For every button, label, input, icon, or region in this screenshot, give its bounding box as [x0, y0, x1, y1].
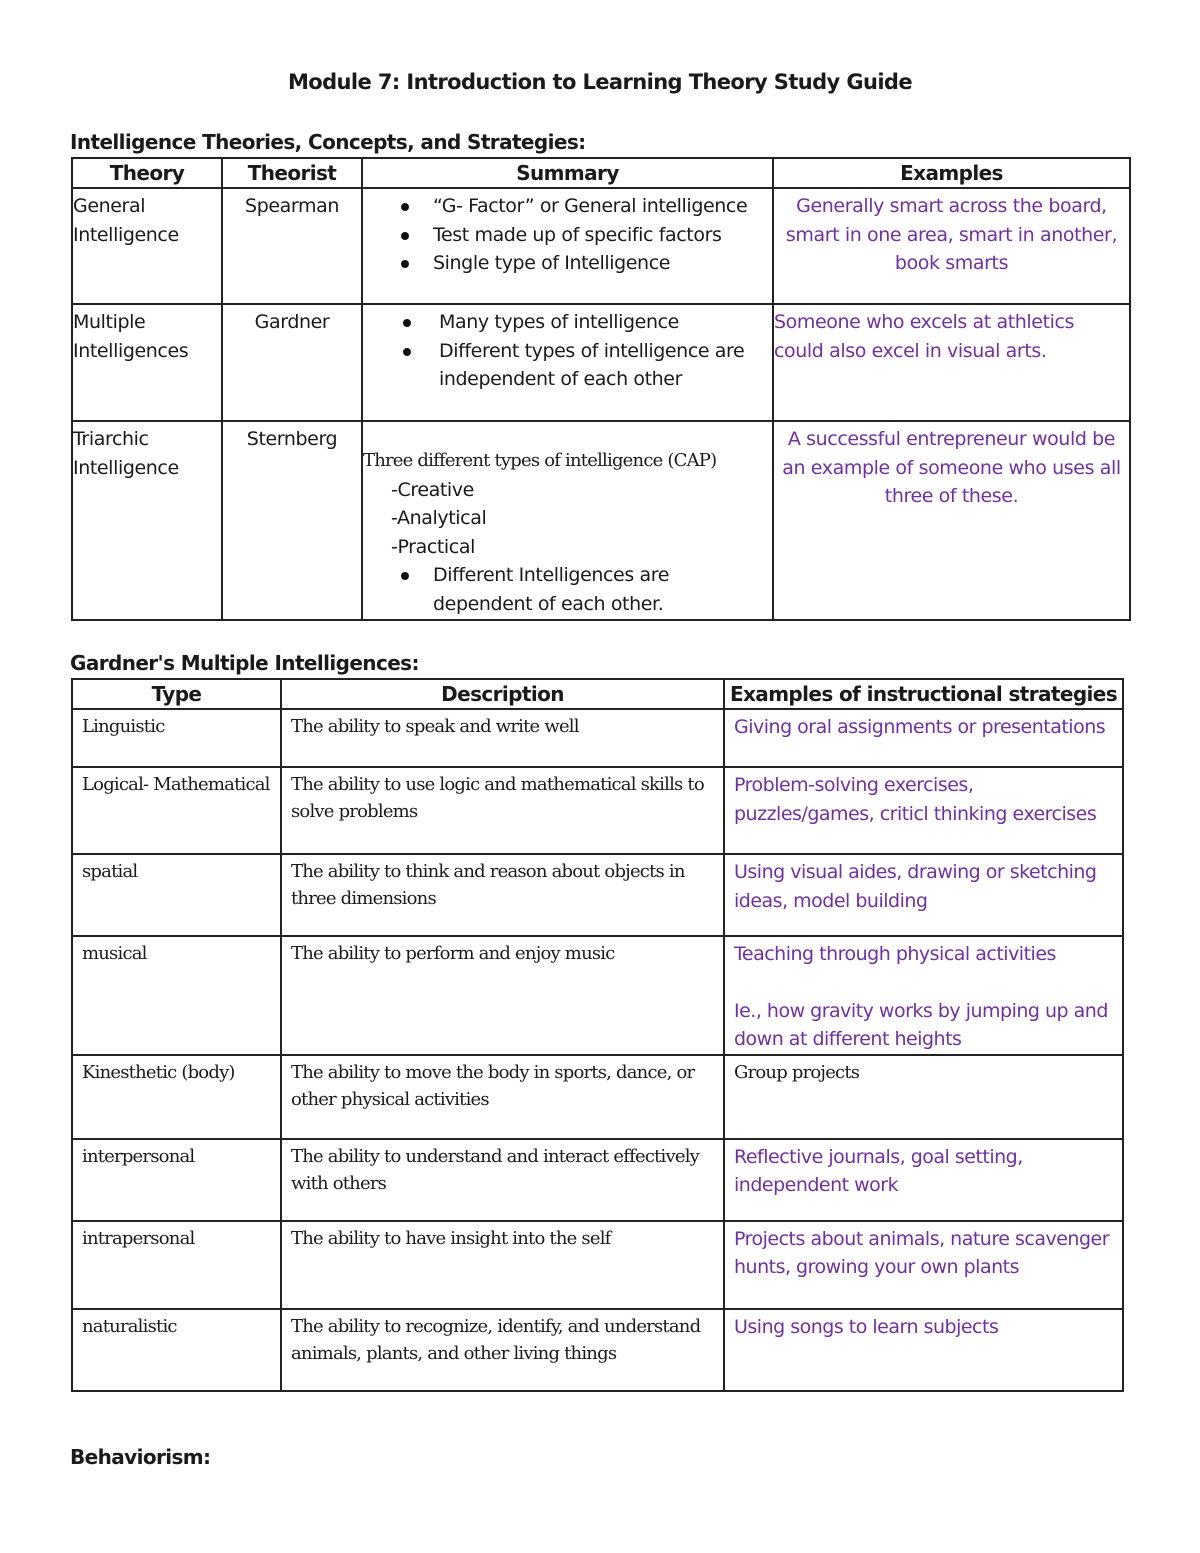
intelligence-theories-table	[71, 157, 1131, 621]
section-heading-gardner: Gardner's Multiple Intelligences:	[70, 651, 419, 675]
table-row	[72, 1055, 1123, 1139]
example-cell: A successful entrepreneur would be an example of someone who uses all three of these.	[773, 421, 1130, 620]
description-cell: The ability to have insight into the self	[281, 1221, 724, 1309]
summary-bullet: Different Intelligences are dependent of each other.	[433, 561, 772, 618]
strategy-cell: Using visual aides, drawing or sketching ideas, model building	[724, 854, 1123, 936]
summary-cell	[362, 421, 773, 620]
column-header-type: Type	[72, 679, 281, 709]
type-cell: musical	[72, 936, 281, 1055]
type-cell: interpersonal	[72, 1139, 281, 1221]
summary-cell	[362, 304, 773, 421]
strategy-text: Teaching through physical activities	[734, 943, 1056, 965]
table-header-row	[72, 679, 1123, 709]
table-row	[72, 304, 1130, 421]
strategy-cell: Reflective journals, goal setting, independent work	[724, 1139, 1123, 1221]
example-cell: Generally smart across the board, smart in one area, smart in another, book smarts	[773, 188, 1130, 304]
description-cell: The ability to recognize, identify, and understand animals, plants, and other living things	[281, 1309, 724, 1391]
column-header-theorist: Theorist	[222, 158, 362, 188]
summary-bullet: Different types of intelligence are independent of each other	[439, 337, 772, 394]
example-cell: Someone who excels at athletics could also excel in visual arts.	[773, 304, 1130, 421]
table-row	[72, 936, 1123, 1055]
strategy-cell: Group projects	[724, 1055, 1123, 1139]
table-row	[72, 709, 1123, 767]
column-header-theory: Theory	[72, 158, 222, 188]
summary-subitem: -Practical	[391, 535, 475, 558]
type-cell: Kinesthetic (body)	[72, 1055, 281, 1139]
type-cell: Logical- Mathematical	[72, 767, 281, 854]
table-row	[72, 1309, 1123, 1391]
table-row	[72, 767, 1123, 854]
summary-bullet: Single type of Intelligence	[433, 249, 772, 278]
strategy-cell: Giving oral assignments or presentations	[724, 709, 1123, 767]
type-cell: Linguistic	[72, 709, 281, 767]
description-cell: The ability to use logic and mathematical skills to solve problems	[281, 767, 724, 854]
theory-cell: Multiple Intelligences	[72, 304, 222, 421]
description-cell: The ability to think and reason about objects in three dimensions	[281, 854, 724, 936]
table-row	[72, 854, 1123, 936]
theory-cell: General Intelligence	[72, 188, 222, 304]
table-header-row	[72, 158, 1130, 188]
theorist-cell: Sternberg	[222, 421, 362, 620]
type-cell: naturalistic	[72, 1309, 281, 1391]
table-row	[72, 1139, 1123, 1221]
section-heading-intelligence-theories: Intelligence Theories, Concepts, and Strategies:	[70, 130, 586, 154]
description-cell: The ability to understand and interact effectively with others	[281, 1139, 724, 1221]
type-cell: intrapersonal	[72, 1221, 281, 1309]
column-header-summary: Summary	[362, 158, 773, 188]
summary-subitem: -Creative	[391, 478, 474, 501]
summary-bullet: “G- Factor” or General intelligence	[433, 192, 772, 221]
table-row	[72, 188, 1130, 304]
section-heading-behaviorism: Behaviorism:	[70, 1445, 211, 1469]
description-cell: The ability to perform and enjoy music	[281, 936, 724, 1055]
summary-cell	[362, 188, 773, 304]
gardner-intelligences-table	[71, 678, 1124, 1392]
strategy-cell	[724, 936, 1123, 1055]
column-header-strategies: Examples of instructional strategies	[724, 679, 1123, 709]
column-header-examples: Examples	[773, 158, 1130, 188]
summary-intro: Three different types of intelligence (CAP)	[363, 450, 717, 471]
description-cell: The ability to move the body in sports, dance, or other physical activities	[281, 1055, 724, 1139]
strategy-cell: Projects about animals, nature scavenger hunts, growing your own plants	[724, 1221, 1123, 1309]
type-cell: spatial	[72, 854, 281, 936]
description-cell: The ability to speak and write well	[281, 709, 724, 767]
table-row	[72, 1221, 1123, 1309]
summary-bullet: Test made up of specific factors	[433, 221, 772, 250]
strategy-cell: Problem-solving exercises, puzzles/games, criticl thinking exercises	[724, 767, 1123, 854]
document-title: Module 7: Introduction to Learning Theory Study Guide	[288, 70, 912, 94]
summary-subitem: -Analytical	[391, 507, 487, 529]
theorist-cell: Gardner	[222, 304, 362, 421]
theorist-cell: Spearman	[222, 188, 362, 304]
theory-cell: Triarchic Intelligence	[72, 421, 222, 620]
table-row	[72, 421, 1130, 620]
column-header-description: Description	[281, 679, 724, 709]
strategy-cell: Using songs to learn subjects	[724, 1309, 1123, 1391]
strategy-example-text: Ie., how gravity works by jumping up and down at different heights	[734, 999, 1108, 1050]
summary-bullet: Many types of intelligence	[439, 308, 772, 337]
